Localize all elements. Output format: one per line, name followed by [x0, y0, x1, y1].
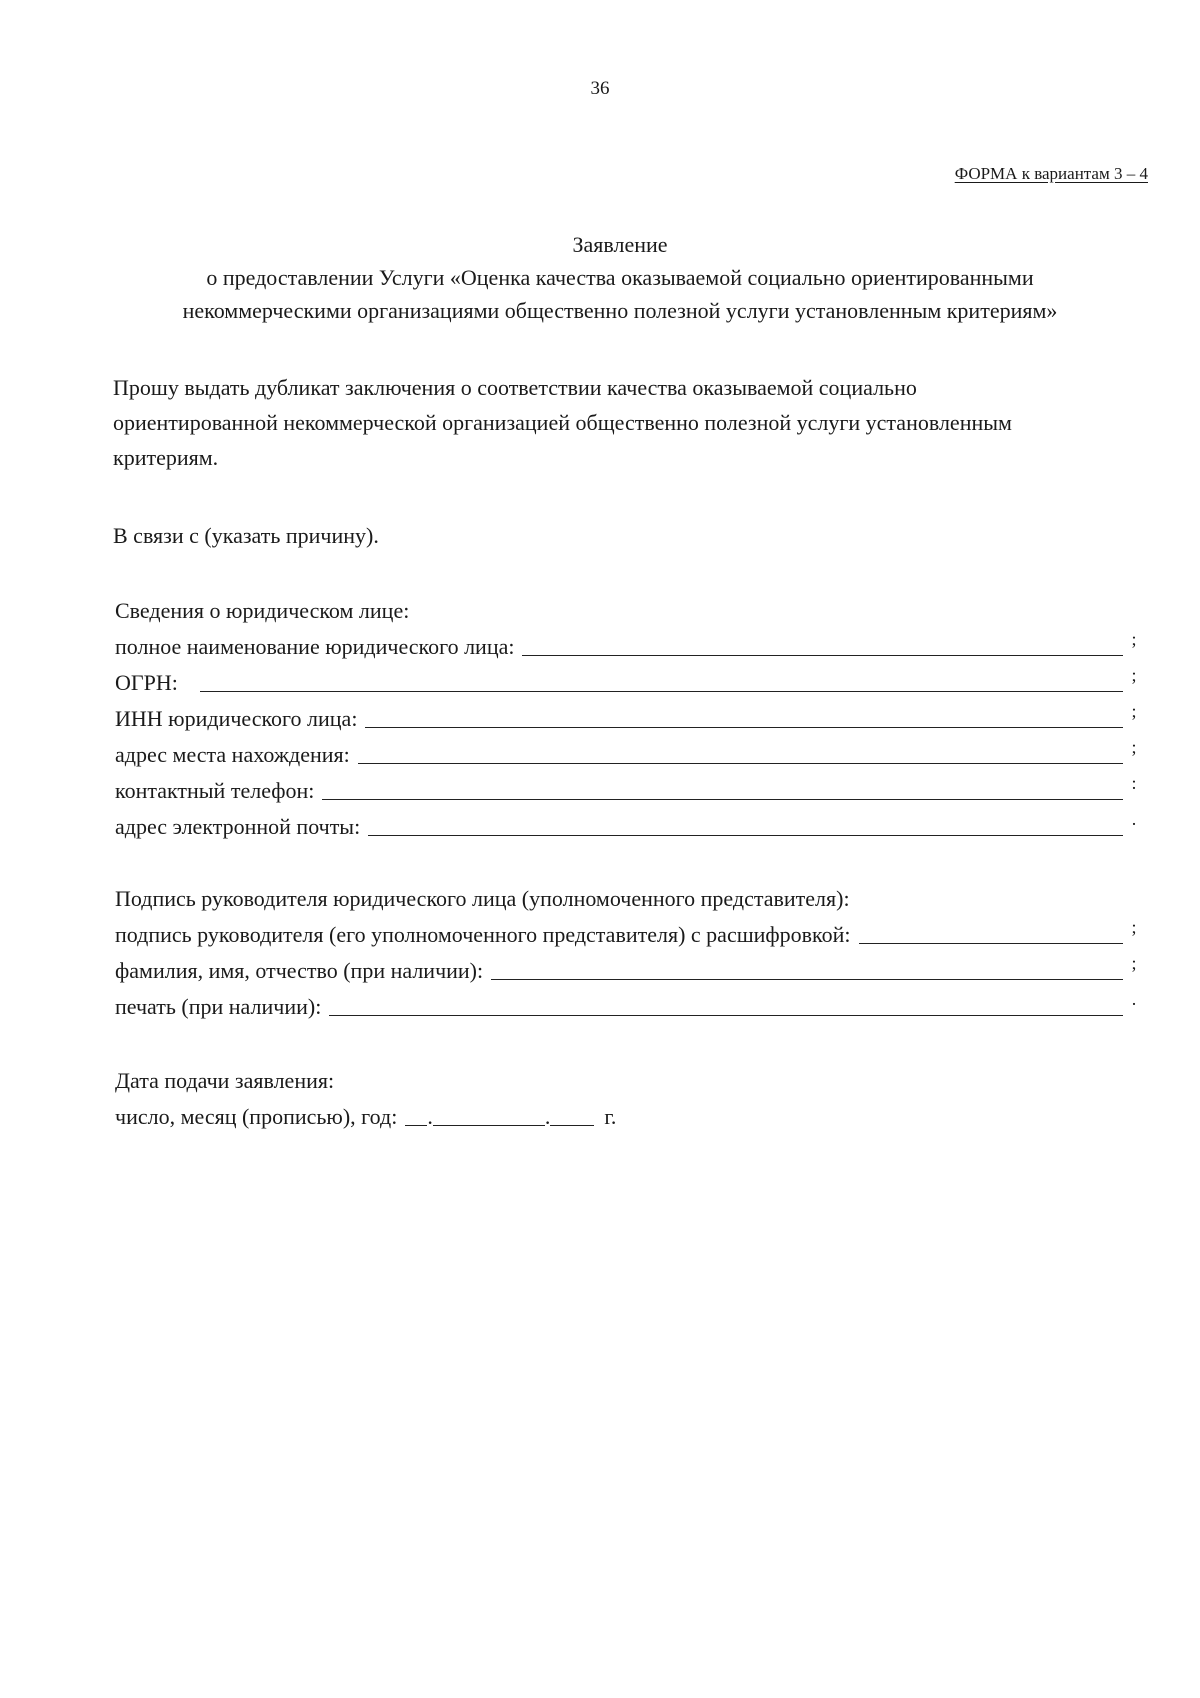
field-label: адрес электронной почты:	[115, 814, 361, 839]
date-sep-2: .	[544, 1104, 551, 1129]
fill-line	[200, 690, 1123, 692]
date-sep-1: .	[427, 1104, 433, 1129]
field-end-mark: :	[1131, 773, 1137, 793]
date-heading: Дата подачи заявления:	[115, 1068, 335, 1093]
date-field	[115, 1100, 616, 1130]
form-reference: ФОРМА к вариантам 3 – 4	[954, 164, 1148, 183]
date-label: число, месяц (прописью), год:	[115, 1104, 398, 1129]
fill-line	[522, 654, 1123, 656]
field-end-mark: ;	[1131, 629, 1137, 649]
request-line-3: критериям.	[113, 445, 219, 470]
document-title	[100, 228, 1140, 327]
field-end-mark: .	[1131, 989, 1137, 1009]
title-line-1: Заявление	[572, 232, 668, 257]
request-line-2: ориентированной некоммерческой организацией общественно полезной услуги установленным	[113, 410, 1012, 435]
field-signature	[115, 918, 1145, 948]
field-label: подпись руководителя (его уполномоченного представителя) с расшифровкой:	[115, 922, 851, 947]
fill-line	[322, 798, 1123, 800]
day-blank	[405, 1124, 427, 1126]
field-end-mark: ;	[1131, 737, 1137, 757]
fill-line	[358, 762, 1123, 764]
date-suffix: г.	[604, 1104, 617, 1129]
field-label: ИНН юридического лица:	[115, 706, 358, 731]
field-end-mark: ;	[1131, 701, 1137, 721]
field-label: адрес места нахождения:	[115, 742, 350, 767]
field-address	[115, 738, 1145, 768]
field-label: полное наименование юридического лица:	[115, 634, 515, 659]
field-end-mark: ;	[1131, 665, 1137, 685]
field-stamp	[115, 990, 1145, 1020]
field-label: контактный телефон:	[115, 778, 315, 803]
fill-line	[365, 726, 1123, 728]
request-paragraph	[113, 370, 1133, 475]
fill-line	[491, 978, 1123, 980]
month-blank	[433, 1124, 545, 1126]
fill-line	[329, 1014, 1123, 1016]
legal-entity-heading: Сведения о юридическом лице:	[115, 598, 410, 623]
field-label: печать (при наличии):	[115, 994, 322, 1019]
signature-heading: Подпись руководителя юридического лица (уполномоченного представителя):	[115, 886, 850, 911]
field-ogrn	[115, 666, 1145, 696]
title-line-3: некоммерческими организациями общественно полезной услуги установленным критериям»	[182, 298, 1058, 323]
request-line-1: Прошу выдать дубликат заключения о соответствии качества оказываемой социально	[113, 375, 917, 400]
field-full-name	[115, 630, 1145, 660]
year-blank	[550, 1124, 594, 1126]
field-inn	[115, 702, 1145, 732]
fill-line	[368, 834, 1123, 836]
reason-paragraph: В связи с (указать причину).	[113, 523, 379, 548]
field-end-mark: ;	[1131, 917, 1137, 937]
field-email	[115, 810, 1145, 840]
field-end-mark: .	[1131, 809, 1137, 829]
field-end-mark: ;	[1131, 953, 1137, 973]
field-label: фамилия, имя, отчество (при наличии):	[115, 958, 484, 983]
title-line-2: о предоставлении Услуги «Оценка качества оказываемой социально ориентированными	[206, 265, 1034, 290]
field-label: ОГРН:	[115, 670, 178, 695]
fill-line	[859, 942, 1123, 944]
page-number: 36	[590, 78, 610, 99]
field-phone	[115, 774, 1145, 804]
field-full-name-person	[115, 954, 1145, 984]
